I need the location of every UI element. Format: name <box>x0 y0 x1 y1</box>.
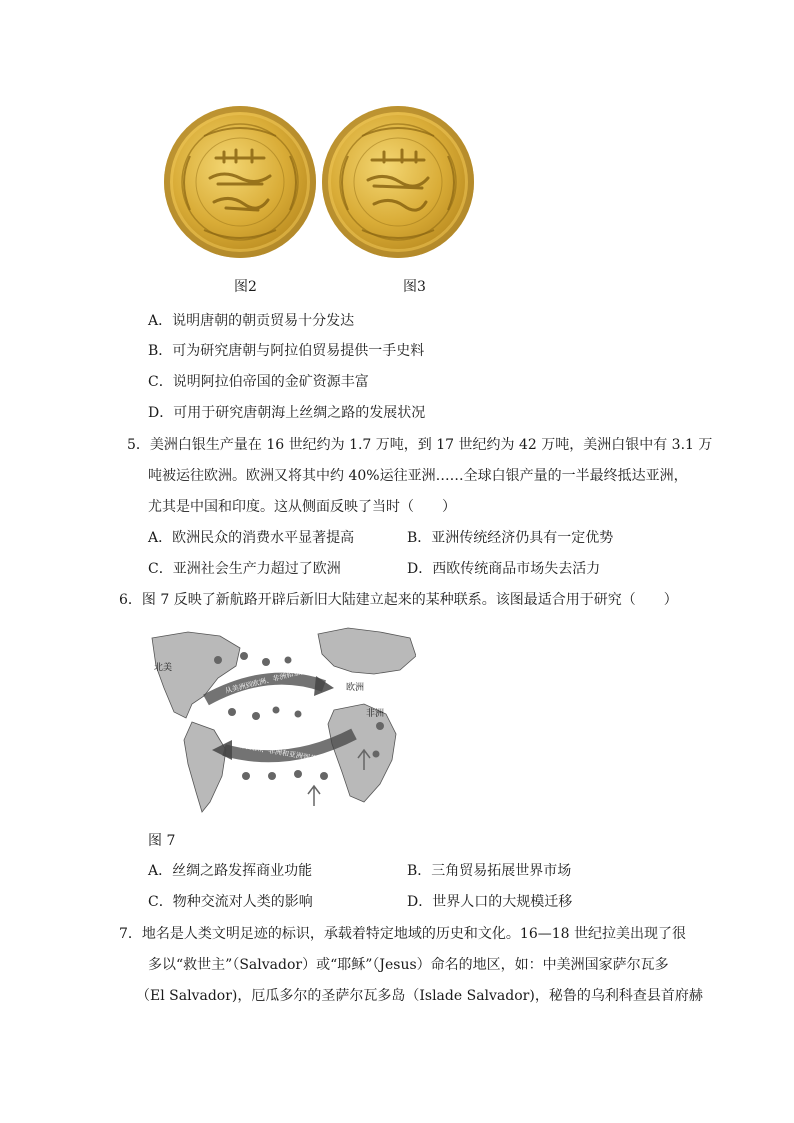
coin-inscription-fig3 <box>322 106 474 258</box>
species-exchange-map <box>148 626 416 813</box>
coin-image-fig3 <box>322 106 474 258</box>
q4-option-a: A．说明唐朝的朝贡贸易十分发达 <box>148 313 355 329</box>
coin-figure-area <box>162 104 476 264</box>
map-arrow-label-bottom: 从欧洲、非洲和亚洲到美洲 <box>239 741 325 765</box>
map-label-africa: 非洲 <box>366 709 385 719</box>
caption-fig7: 图 7 <box>148 833 176 849</box>
q5-stem-line2: 吨被运往欧洲。欧洲又将其中约 40%运往亚洲……全球白银产量的一半最终抵达亚洲， <box>148 468 688 484</box>
q6-option-a: A．丝绸之路发挥商业功能 <box>148 863 313 879</box>
caption-fig3: 图3 <box>403 279 426 295</box>
coin-inscription-fig2 <box>164 106 316 258</box>
coin-image-fig2 <box>164 106 316 258</box>
world-map-graphic <box>148 626 416 813</box>
q5-option-d: D．西欧传统商品市场失去活力 <box>407 561 601 577</box>
map-label-europe: 欧洲 <box>346 683 365 693</box>
map-arrow-label-top: 从美洲到欧洲、非洲和亚洲 <box>224 666 308 696</box>
q4-option-d: D．可用于研究唐朝海上丝绸之路的发展状况 <box>148 405 426 421</box>
q4-option-c: C．说明阿拉伯帝国的金矿资源丰富 <box>148 374 369 390</box>
q7-stem-line3: （El Salvador)，厄瓜多尔的圣萨尔瓦多岛（Islade Salvador)，秘鲁的乌利科查县首府赫 <box>136 988 703 1004</box>
q7-stem-line2: 多以“救世主”（Salvador）或“耶稣”（Jesus）命名的地区，如：中美洲国家萨尔瓦多 <box>148 957 669 973</box>
q5-option-a: A．欧洲民众的消费水平显著提高 <box>148 530 355 546</box>
q7-stem-line1: 7．地名是人类文明足迹的标识，承载着特定地域的历史和文化。16—18 世纪拉美出现了很 <box>119 926 686 942</box>
q5-stem-line1: 5．美洲白银生产量在 16 世纪约为 1.7 万吨，到 17 世纪约为 42 万吨，美洲白银中有 3.1 万 <box>127 437 713 453</box>
q6-option-c: C．物种交流对人类的影响 <box>148 894 313 910</box>
q6-option-b: B．三角贸易拓展世界市场 <box>407 863 572 879</box>
map-label-north-america: 北美 <box>154 663 173 673</box>
q5-option-c: C．亚洲社会生产力超过了欧洲 <box>148 561 341 577</box>
caption-fig2: 图2 <box>234 279 257 295</box>
q6-option-d: D．世界人口的大规模迁移 <box>407 894 573 910</box>
q6-stem-line1: 6．图 7 反映了新航路开辟后新旧大陆建立起来的某种联系。该图最适合用于研究（ ） <box>119 592 678 608</box>
q4-option-b: B．可为研究唐朝与阿拉伯贸易提供一手史料 <box>148 343 425 359</box>
q5-option-b: B．亚洲传统经济仍具有一定优势 <box>407 530 614 546</box>
q5-stem-line3: 尤其是中国和印度。这从侧面反映了当时（ ） <box>148 499 456 515</box>
